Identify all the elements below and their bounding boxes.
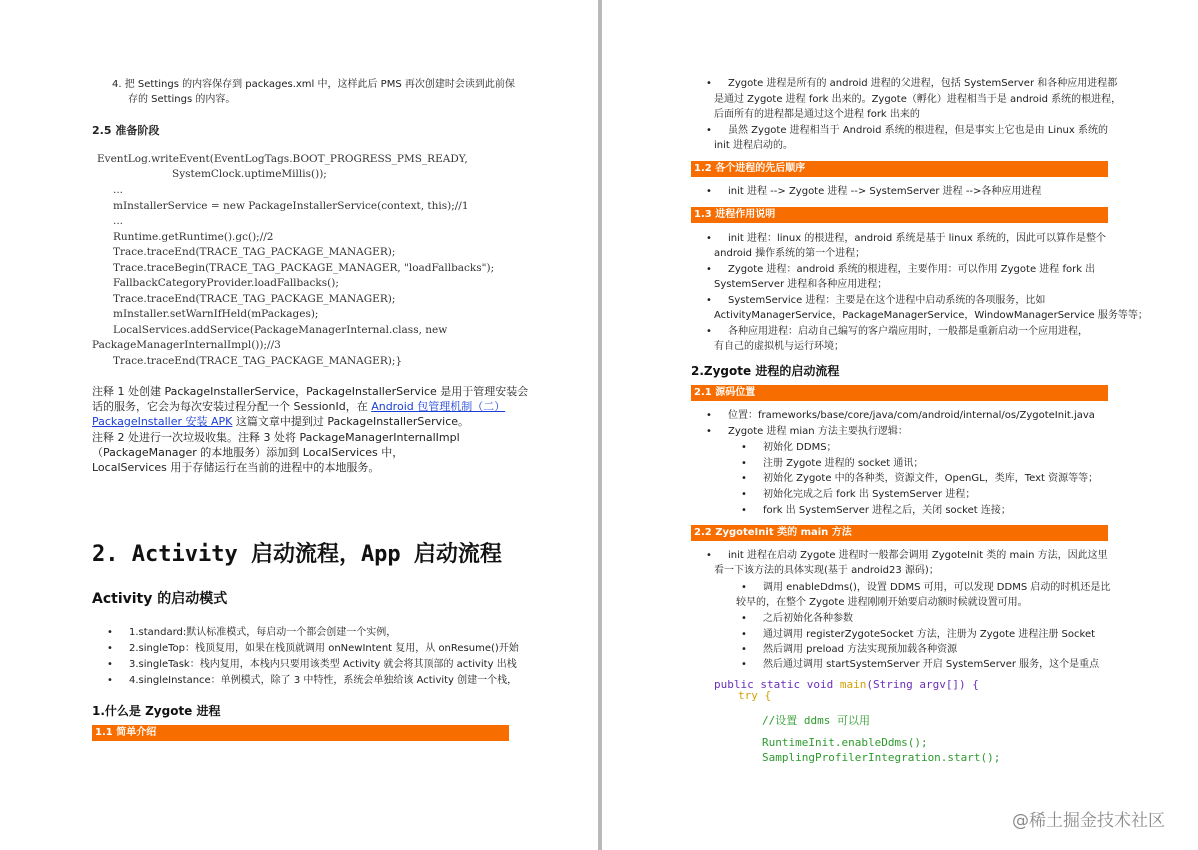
intro-item: • Zygote 进程是所有的 android 进程的父进程，包括 SystemServer 和各种应用进程都 (728, 76, 1117, 91)
big-heading: 2. Activity 启动流程，App 启动流程 (92, 542, 502, 567)
main-sub-item: • 然后通过调用 startSystemServer 开启 SystemServer 服务，这个是重点 (763, 657, 1099, 672)
link-android-pm-2b[interactable]: PackageInstaller 安装 APK (92, 415, 233, 428)
mode-item: • 3.singleTask：栈内复用，本栈内只要用该类型 Activity 就会将其顶部的 activity 出栈 (129, 657, 517, 672)
item4-line2: 存的 Settings 的内容。 (128, 94, 236, 105)
order-item: • init 进程 --> Zygote 进程 --> SystemServer 进程 -->各种应用进程 (728, 184, 1041, 199)
mian-sub-item: • 初始化 Zygote 中的各种类，资源文件，OpenGL，类库，Text 资源等等； (763, 471, 1098, 486)
mian-sub-item: • 初始化 DDMS； (763, 440, 837, 455)
role-item: • init 进程：linux 的根进程，android 系统是基于 linux 系统的，因此可以算作是整个 (728, 231, 1106, 246)
note1-line2 (92, 399, 505, 415)
code-line-11: LocalServices.addService(PackageManagerInternal.class, new (113, 324, 448, 336)
mian-sub-item: • fork 出 SystemServer 进程之后，关闭 socket 连接； (763, 503, 1011, 518)
main-sub-item: • 通过调用 registerZygoteSocket 方法，注册为 Zygote 进程注册 Socket (763, 627, 1095, 642)
left-page (0, 0, 598, 850)
role-line: SystemServer 进程和各种应用进程； (714, 279, 888, 290)
role-item: • SystemService 进程：主要是在这个进程中启动系统的各项服务，比如 (728, 293, 1045, 308)
java-keywords: public static void (714, 678, 840, 691)
intro-item: • 虽然 Zygote 进程相当于 Android 系统的根进程，但是事实上它也是由 Linux 系统的 (728, 123, 1108, 138)
mode-item: • 4.singleInstance：单例模式，除了 3 中特性，系统会单独给该 Activity 创建一个栈， (129, 673, 517, 688)
code-line-12: PackageManagerInternalImpl());//3 (92, 339, 281, 351)
launch-mode-heading: Activity 的启动模式 (92, 591, 228, 607)
mian-item: • Zygote 进程 mian 方法主要执行逻辑： (728, 424, 908, 439)
code-line-1: SystemClock.uptimeMillis()); (172, 168, 327, 180)
java-line: RuntimeInit.enableDdms(); (762, 736, 928, 749)
role-line: android 操作系统的第一个进程； (714, 248, 866, 259)
role-item: • 各种应用进程：启动自己编写的客户端应用时，一般都是重新启动一个应用进程， (728, 324, 1088, 339)
right-page (602, 0, 1198, 850)
mian-sub-item: • 初始化完成之后 fork 出 SystemServer 进程； (763, 487, 975, 502)
note2-line3: LocalServices 用于存储运行在当前的进程中的本地服务。 (92, 461, 380, 474)
java-comment: //设置 ddms 可以用 (762, 714, 870, 727)
note2-line2: （PackageManager 的本地服务）添加到 LocalServices 中， (92, 446, 404, 459)
note1-line1: 注释 1 处创建 PackageInstallerService，PackageInstallerService 是用于管理安装会 (92, 385, 529, 398)
code-line-8: FallbackCategoryProvider.loadFallbacks(); (113, 277, 339, 289)
main-sub-item: • 之后初始化各种参数 (763, 611, 853, 626)
main-sub-item: • 然后调用 preload 方法实现预加载各种资源 (763, 642, 957, 657)
code-line-0: EventLog.writeEvent(EventLogTags.BOOT_PROGRESS_PMS_READY, (97, 153, 468, 165)
intro-line: init 进程启动的。 (714, 140, 793, 151)
note1-text: 话的服务，它会为每次安装过程分配一个 SessionId，在 (92, 400, 372, 413)
code-line-9: Trace.traceEnd(TRACE_TAG_PACKAGE_MANAGER); (113, 293, 396, 305)
role-item: • Zygote 进程：android 系统的根进程，主要作用：可以作用 Zygote 进程 fork 出 (728, 262, 1095, 277)
watermark: @稀土掘金技术社区 (1012, 811, 1165, 831)
mode-item: • 2.singleTop：栈顶复用，如果在栈顶就调用 onNewIntent 复用，从 onResume()开始 (129, 641, 519, 656)
section-bar-1-3: 1.3 进程作用说明 (691, 207, 1108, 223)
location-item: • 位置：frameworks/base/core/java/com/android/internal/os/ZygoteInit.java (728, 408, 1095, 423)
main-sub-line: 较早的，在整个 Zygote 进程刚刚开始要启动额时候就设置可用。 (736, 597, 1028, 608)
section-bar-1-2: 1.2 各个进程的先后顺序 (691, 161, 1108, 177)
mode-item: • 1.standard:默认标准模式，每启动一个都会创建一个实例， (129, 625, 396, 640)
main-desc-item: • init 进程在启动 Zygote 进程时一般都会调用 ZygoteInit 类的 main 方法，因此这里 (728, 548, 1108, 563)
item4-line1: 4. 把 Settings 的内容保存到 packages.xml 中，这样此后 PMS 再次创建时会读到此前保 (112, 79, 515, 90)
note1-line3 (92, 414, 469, 430)
intro-line: 后面所有的进程都是通过这个进程 fork 出来的 (714, 109, 920, 120)
role-line: ActivityManagerService，PackageManagerService，WindowManagerService 服务等等； (714, 310, 1148, 321)
intro-line: 是通过 Zygote 进程 fork 出来的。Zygote（孵化）进程相当于是 android 系统的根进程， (714, 94, 1122, 105)
code-line-5: Runtime.getRuntime().gc();//2 (113, 231, 274, 243)
zygote-flow-heading: 2.Zygote 进程的启动流程 (691, 364, 840, 378)
zygote-heading: 1.什么是 Zygote 进程 (92, 704, 221, 718)
section-bar-2-2: 2.2 ZygoteInit 类的 main 方法 (691, 525, 1108, 541)
java-line: SamplingProfilerIntegration.start(); (762, 751, 1001, 764)
java-params: (String argv[]) { (866, 678, 979, 691)
code-line-3: mInstallerService = new PackageInstallerService(context, this);//1 (113, 200, 469, 212)
code-line-2: ... (113, 184, 124, 196)
note2-line1: 注释 2 处进行一次垃圾收集。注释 3 处将 PackageManagerInternalImpl (92, 431, 460, 444)
code-line-10: mInstaller.setWarnIfHeld(mPackages); (113, 308, 319, 320)
code-line-13: Trace.traceEnd(TRACE_TAG_PACKAGE_MANAGER);} (113, 355, 403, 367)
code-line-7: Trace.traceBegin(TRACE_TAG_PACKAGE_MANAGER, "loadFallbacks"); (113, 262, 495, 274)
section-bar-2-1: 2.1 源码位置 (691, 385, 1108, 401)
main-desc-line: 看一下该方法的具体实现(基于 android23 源码)； (714, 565, 939, 576)
code-line-4: ... (113, 215, 124, 227)
main-sub-item: • 调用 enableDdms()，设置 DDMS 可用，可以发现 DDMS 启动的时机还是比 (763, 580, 1110, 595)
note1-tail: 这篇文章中提到过 PackageInstallerService。 (232, 415, 470, 428)
link-android-pm-2a[interactable]: Android 包管理机制（二） (371, 400, 506, 413)
java-try: try { (738, 689, 772, 702)
code-line-6: Trace.traceEnd(TRACE_TAG_PACKAGE_MANAGER); (113, 246, 396, 258)
section-bar-1-1: 1.1 简单介绍 (92, 725, 509, 741)
java-method-name: main (839, 678, 867, 691)
role-line: 有自己的虚拟机与运行环境； (714, 341, 844, 352)
section-2-5-heading: 2.5 准备阶段 (92, 124, 160, 137)
mian-sub-item: • 注册 Zygote 进程的 socket 通讯； (763, 456, 923, 471)
